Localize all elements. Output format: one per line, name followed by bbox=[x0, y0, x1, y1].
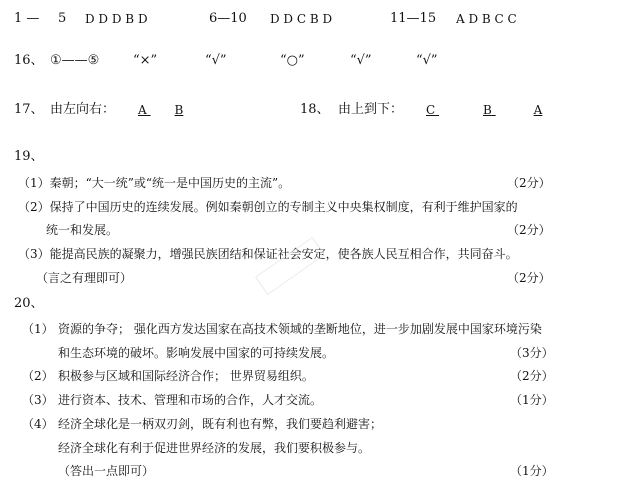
q17-label: 17、 bbox=[14, 102, 44, 117]
q17-answer-b: B bbox=[174, 103, 184, 117]
q20-score-1: （3分） bbox=[510, 346, 554, 360]
q11-15-answers: A D B C C bbox=[456, 12, 517, 26]
q17-text: 由左向右： bbox=[50, 102, 116, 117]
q6-10-label: 6—10 bbox=[209, 11, 247, 26]
q16-label: 16、 bbox=[14, 53, 44, 68]
q20-num-3: （3） bbox=[22, 393, 54, 407]
q1-5-num: 5 bbox=[58, 11, 67, 26]
q20-line-1b: 和生态环境的破坏。影响发展中国家的可持续发展。 bbox=[58, 346, 335, 360]
q19-score-1: （2分） bbox=[507, 176, 551, 190]
q18-label: 18、 bbox=[300, 102, 330, 117]
q20-line-1: 资源的争夺； 强化西方发达国家在高技术领域的垄断地位，进一步加剧发展中国家环境污染 bbox=[58, 322, 542, 336]
q19-label: 19、 bbox=[14, 149, 44, 164]
q16-mark-2: “√” bbox=[205, 53, 227, 68]
q19-line-3b: （言之有理即可） bbox=[36, 271, 133, 285]
q20-line-3: 进行资本、技术、管理和市场的合作，人才交流。 bbox=[58, 393, 323, 407]
q18-answer-b: B bbox=[483, 103, 492, 117]
q1-5-label: 1 — bbox=[14, 11, 40, 26]
q1-5-answers: D D D B D bbox=[85, 12, 148, 26]
q20-score-2: （2分） bbox=[510, 369, 554, 383]
q19-score-3: （2分） bbox=[507, 271, 551, 285]
q20-score-3: （1分） bbox=[510, 393, 554, 407]
q16-mark-1: “×” bbox=[133, 53, 158, 68]
q16-mark-3: “○” bbox=[280, 53, 305, 68]
q18-text: 由上到下： bbox=[338, 102, 404, 117]
q19-line-2b: 统一和发展。 bbox=[46, 223, 119, 237]
q16-mark-5: “√” bbox=[416, 53, 438, 68]
q6-10-answers: D D C B D bbox=[270, 12, 333, 26]
q18-answer-underline bbox=[418, 102, 554, 118]
q19-score-2: （2分） bbox=[507, 223, 551, 237]
q17-answer-underline bbox=[130, 102, 186, 118]
q19-line-1: （1）秦朝；“大一统”或“统一是中国历史的主流”。 bbox=[18, 176, 291, 190]
q17-answer-a: A bbox=[138, 103, 147, 117]
q20-line-4: 经济全球化是一柄双刃剑，既有利也有弊，我们要趋利避害； bbox=[58, 417, 383, 431]
q20-num-1: （1） bbox=[22, 322, 54, 336]
q18-answer-c: C bbox=[426, 103, 436, 117]
q16-mark-4: “√” bbox=[350, 53, 372, 68]
q19-line-2: （2）保持了中国历史的连续发展。例如秦朝创立的专制主义中央集权制度，有利于维护国家的 bbox=[18, 200, 518, 214]
q20-score-4: （1分） bbox=[510, 464, 554, 478]
q16-range: ①——⑤ bbox=[50, 53, 100, 68]
q19-line-3: （3）能提高民族的凝聚力，增强民族团结和保证社会安定，使各族人民互相合作，共同奋斗。 bbox=[18, 247, 518, 261]
q20-line-4b: 经济全球化有利于促进世界经济的发展，我们要积极参与。 bbox=[58, 441, 371, 455]
q20-num-4: （4） bbox=[22, 417, 54, 431]
q20-line-4c: （答出一点即可） bbox=[58, 464, 155, 478]
q18-answer-a: A bbox=[533, 103, 543, 117]
q20-line-2: 积极参与区域和国际经济合作； 世界贸易组织。 bbox=[58, 369, 314, 383]
q11-15-label: 11—15 bbox=[390, 11, 437, 26]
q20-num-2: （2） bbox=[22, 369, 54, 383]
q20-label: 20、 bbox=[14, 296, 44, 311]
